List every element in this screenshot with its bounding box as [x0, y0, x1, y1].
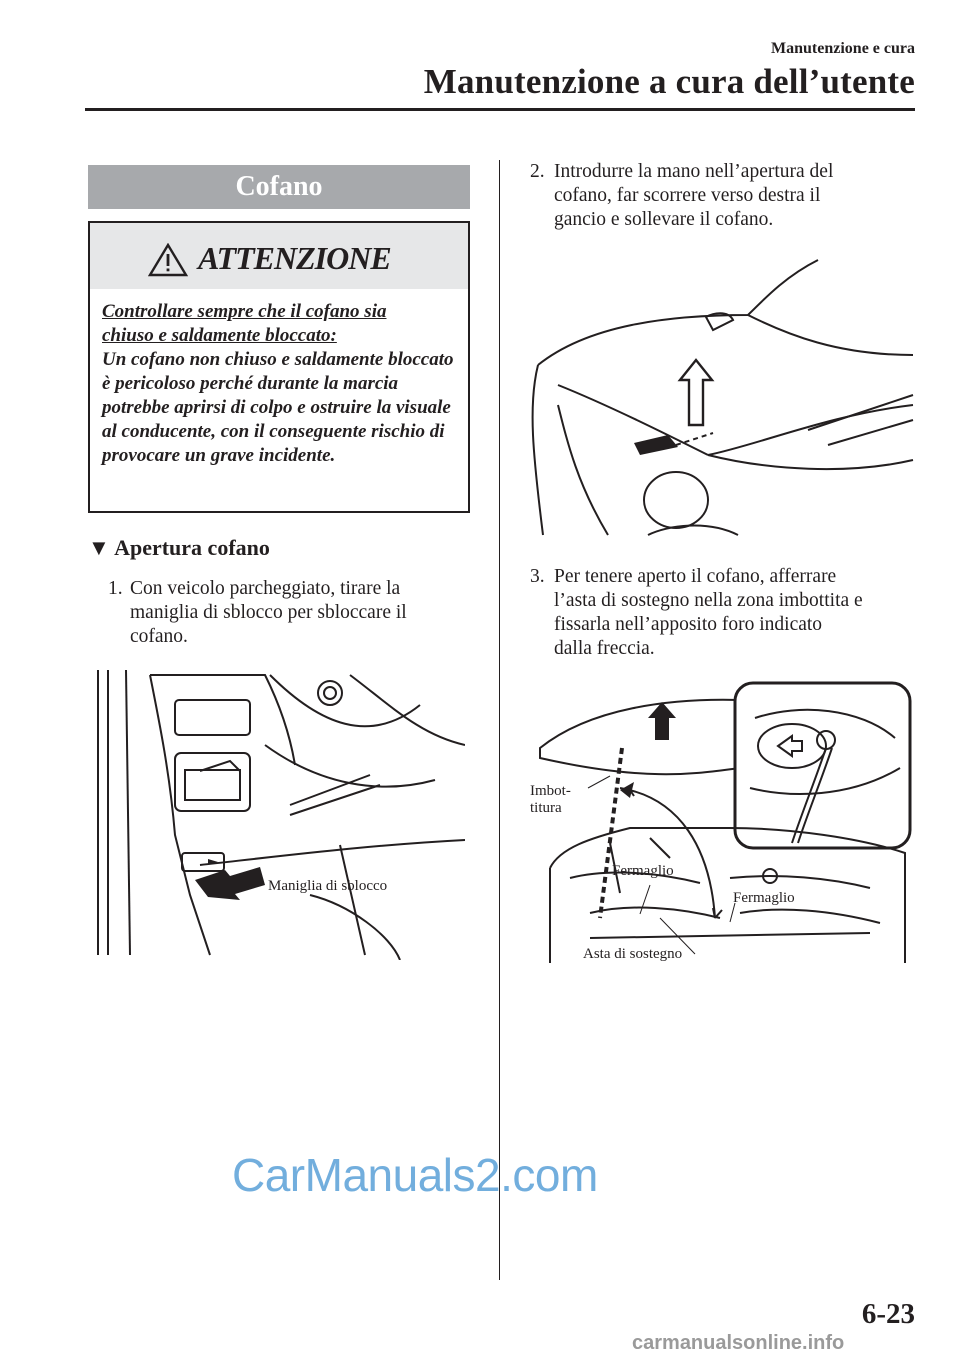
warning-body: Un cofano non chiuso e saldamente bloccato è pericoloso perché durante la marcia potrebbe aprirsi di colpo e ostruire la visuale al conducente, con il conseguente rischio di provocare un grave incidente. — [102, 349, 454, 466]
column-divider — [499, 160, 500, 1280]
step-2 — [530, 160, 930, 240]
step-1 — [108, 577, 478, 657]
step-line: fissarla nell’apposito foro indicato — [554, 614, 823, 635]
step-line: cofano, far scorrere verso destra il — [554, 185, 821, 206]
step-line: gancio e sollevare il cofano. — [554, 209, 774, 230]
warning-triangle-icon — [148, 243, 188, 277]
step-number: 1. — [108, 578, 123, 599]
step-number: 3. — [530, 566, 545, 587]
padding-label-line-1: Imbot- — [530, 783, 571, 799]
warning-title: ATTENZIONE — [198, 240, 391, 276]
clip-label-1: Fermaglio — [612, 863, 674, 879]
step-line: maniglia di sblocco per sbloccare il — [130, 602, 407, 623]
warning-box — [88, 221, 470, 513]
release-handle-label: Maniglia di sblocco — [268, 878, 388, 894]
step-line: Con veicolo parcheggiato, tirare la — [130, 578, 401, 599]
step-3 — [530, 565, 930, 675]
step-number: 2. — [530, 161, 545, 182]
step-line: dalla freccia. — [554, 638, 655, 659]
watermark-carmanualsonline: carmanualsonline.info — [632, 1332, 845, 1354]
step-line: l’asta di sostegno nella zona imbottita e — [554, 590, 863, 611]
support-rod-illustration — [530, 678, 915, 968]
hood-latch-illustration — [528, 255, 918, 545]
step-line: Per tenere aperto il cofano, afferrare — [554, 566, 837, 587]
padding-label — [530, 783, 571, 817]
hood-release-handle-illustration — [90, 665, 465, 960]
subheading — [88, 535, 270, 561]
warning-emphasis-line-1: Controllare sempre che il cofano sia — [102, 301, 387, 322]
clip-label-2: Fermaglio — [733, 890, 795, 906]
subheading-text: Apertura cofano — [114, 535, 270, 560]
warning-header — [90, 223, 468, 289]
warning-text — [102, 300, 460, 468]
step-line: cofano. — [130, 626, 188, 647]
watermark-carmanuals2: CarManuals2.com — [232, 1149, 598, 1201]
step-line: Introdurre la mano nell’apertura del — [554, 161, 834, 182]
padding-label-line-2: titura — [530, 800, 562, 816]
section-header-title: Manutenzione a cura dell’utente — [423, 62, 915, 101]
support-rod-label: Asta di sostegno — [583, 946, 683, 962]
chapter-title: Manutenzione e cura — [771, 40, 915, 57]
triangle-marker-icon: ▼ — [88, 535, 110, 560]
header-rule — [85, 108, 915, 111]
warning-emphasis-line-2: chiuso e saldamente bloccato: — [102, 325, 337, 346]
page-number: 6-23 — [861, 1298, 915, 1330]
section-title-band: Cofano — [88, 165, 470, 209]
